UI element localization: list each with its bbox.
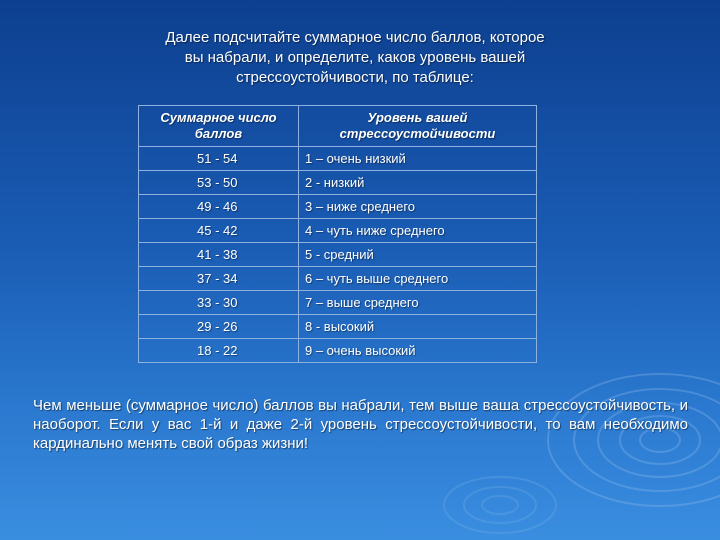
table-row <box>139 195 537 219</box>
stress-level: 1 – очень низкий <box>299 147 537 171</box>
table-row <box>139 315 537 339</box>
stress-level: 4 – чуть ниже среднего <box>299 219 537 243</box>
stress-level: 9 – очень высокий <box>299 339 537 363</box>
score-range: 37 - 34 <box>139 267 299 291</box>
table-row <box>139 339 537 363</box>
table-row <box>139 147 537 171</box>
score-range: 41 - 38 <box>139 243 299 267</box>
score-range: 45 - 42 <box>139 219 299 243</box>
table-row <box>139 219 537 243</box>
score-range: 33 - 30 <box>139 291 299 315</box>
stress-level: 8 - высокий <box>299 315 537 339</box>
score-range: 53 - 50 <box>139 171 299 195</box>
score-range: 51 - 54 <box>139 147 299 171</box>
intro-line-2: вы набрали, и определите, каков уровень вашей <box>184 49 526 66</box>
table-row <box>139 267 537 291</box>
header-score: Суммарное число баллов <box>139 106 299 147</box>
table-row <box>139 291 537 315</box>
intro-text <box>140 28 570 88</box>
table-header-row <box>139 106 537 147</box>
table-row <box>139 171 537 195</box>
score-range: 49 - 46 <box>139 195 299 219</box>
stress-level-table <box>138 105 537 363</box>
stress-level: 3 – ниже среднего <box>299 195 537 219</box>
stress-level: 2 - низкий <box>299 171 537 195</box>
stress-level: 6 – чуть выше среднего <box>299 267 537 291</box>
stress-level: 7 – выше среднего <box>299 291 537 315</box>
conclusion-text: Чем меньше (суммарное число) баллов вы набрали, тем выше ваша стрессоустойчивость, и наоборот. Если у вас 1-й и даже 2-й уровень стрессоустойчивости, то вам необходимо кардинально менять свой образ жизни! <box>33 397 688 452</box>
intro-line-3: стрессоустойчивости, по таблице: <box>236 69 474 86</box>
table-row <box>139 243 537 267</box>
score-range: 29 - 26 <box>139 315 299 339</box>
header-level: Уровень вашей стрессоустойчивости <box>299 106 537 147</box>
score-range: 18 - 22 <box>139 339 299 363</box>
stress-level: 5 - средний <box>299 243 537 267</box>
intro-line-1: Далее подсчитайте суммарное число баллов, которое <box>165 29 545 46</box>
